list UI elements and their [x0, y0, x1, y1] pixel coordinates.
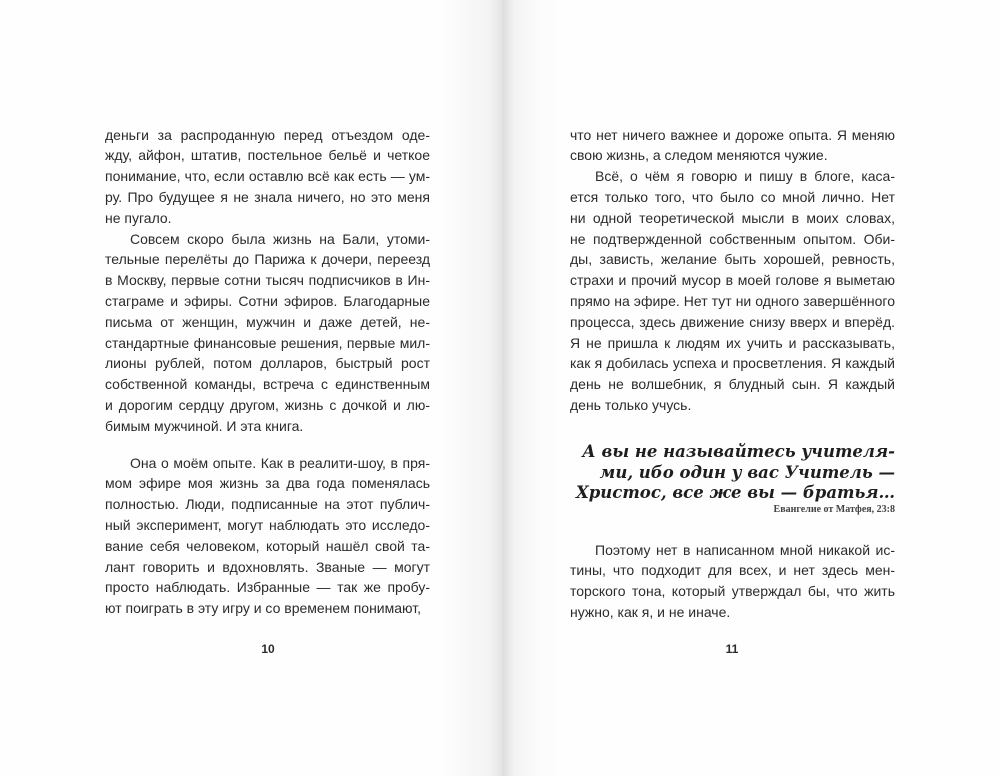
text-line: в Москву, первые сотни тысяч подписчиков в Ин- — [105, 272, 430, 289]
paragraph — [105, 125, 430, 229]
text-line: что нет ничего важнее и дороже опыта. Я меняю — [570, 126, 895, 143]
epigraph-line: ми, ибо один у вас Учитель — — [599, 462, 895, 482]
right-text-top — [570, 125, 895, 416]
text-line: тельные перелёты до Парижа к дочери, переезд — [105, 251, 430, 268]
text-line: не подтвержденной собственным опытом. Оби- — [570, 230, 895, 247]
text-line: ный эксперимент, могут наблюдать это исследо- — [105, 516, 430, 533]
text-line: полностью. Люди, подписанные на этот публич- — [105, 496, 430, 513]
right-text-bottom — [570, 540, 895, 623]
epigraph-line: А вы не называйтесь учителя- — [582, 442, 895, 461]
text-line: день только учусь. — [570, 396, 692, 413]
epigraph-attribution: Евангелие от Матфея, 23:8 — [773, 504, 895, 515]
page-number-left: 10 — [261, 642, 275, 656]
epigraph-line: Христос, все же вы — братья… — [575, 483, 895, 502]
text-line: Она о моём опыте. Как в реалити-шоу, в пря- — [130, 454, 430, 471]
text-line: ни одной теоретической мысли в моих словах, — [570, 209, 895, 226]
text-line: ют поиграть в эту игру и со временем понимают, — [105, 600, 421, 617]
text-line: лионы рублей, потом долларов, быстрый рост — [105, 355, 430, 372]
text-line: Поэтому нет в написанном мной никакой ис- — [595, 541, 895, 558]
text-line: ется только того, что было со мной лично. Нет — [570, 188, 895, 205]
text-line: стаграме и эфиры. Сотни эфиров. Благодарные — [105, 292, 430, 309]
text-line: процесса, здесь движение снизу вверх и вперёд. — [570, 313, 895, 330]
text-line: собственной команды, встреча с единственным — [105, 376, 430, 393]
text-line: ру. Про будущее я не знала ничего, но это меня — [105, 188, 430, 205]
text-line: жду, айфон, штатив, постельное бельё и четкое — [105, 147, 430, 164]
text-line: как я добилась успеха и просветления. Я каждый — [570, 355, 895, 372]
text-line: мом эфире моя жизнь за два года поменялась — [105, 475, 430, 492]
text-line: просто наблюдать. Избранные — так же пробу- — [105, 579, 430, 596]
paragraph — [570, 166, 895, 416]
text-line: стандартные финансовые решения, первые мил- — [105, 334, 430, 351]
paragraph — [105, 229, 430, 437]
text-line: день не волшебник, я блудный сын. Я каждый — [570, 376, 895, 393]
text-line: прямо на эфире. Нет тут ни одного завершённого — [570, 292, 895, 309]
text-line: Всё, о чём я говорю и пишу в блоге, каса- — [595, 168, 895, 185]
text-line: понимание, что, если оставлю всё как есть — ум- — [105, 168, 430, 185]
text-line: тины, что подходит для всех, и нет здесь мен- — [570, 562, 895, 579]
text-line: свою жизнь, а следом меняются чужие. — [570, 147, 828, 164]
text-line: нужно, как я, и не иначе. — [570, 603, 731, 620]
paragraph — [570, 125, 895, 167]
text-line: ды, зависть, желание быть хорошей, ревность, — [570, 251, 895, 268]
text-line: и дорогим сердцу другом, жизнь с дочкой и лю- — [105, 396, 430, 413]
page-number-right: 11 — [725, 642, 739, 656]
text-line: Совсем скоро была жизнь на Бали, утоми- — [130, 230, 430, 247]
text-line: вание себя человеком, который нашёл свой та- — [105, 537, 430, 554]
epigraph-quote — [570, 442, 895, 504]
text-line: письма от женщин, мужчин и даже детей, не- — [105, 313, 430, 330]
text-line: страхи и прочий мусор в моей голове я выметаю — [570, 272, 895, 289]
text-line: деньги за распроданную перед отъездом оде- — [105, 126, 430, 143]
text-line: Я не пришла к людям их учить и рассказывать, — [570, 334, 895, 351]
paragraph — [105, 453, 430, 619]
text-line: лант говорить и вдохновлять. Званые — могут — [105, 558, 430, 575]
text-line: не пугало. — [105, 209, 172, 226]
left-text-bottom — [105, 453, 430, 619]
text-line: торского тона, который утверждал бы, что жить — [570, 583, 895, 600]
left-text-top — [105, 125, 430, 437]
text-line: бимым мужчиной. И эта книга. — [105, 417, 304, 434]
paragraph — [570, 540, 895, 623]
